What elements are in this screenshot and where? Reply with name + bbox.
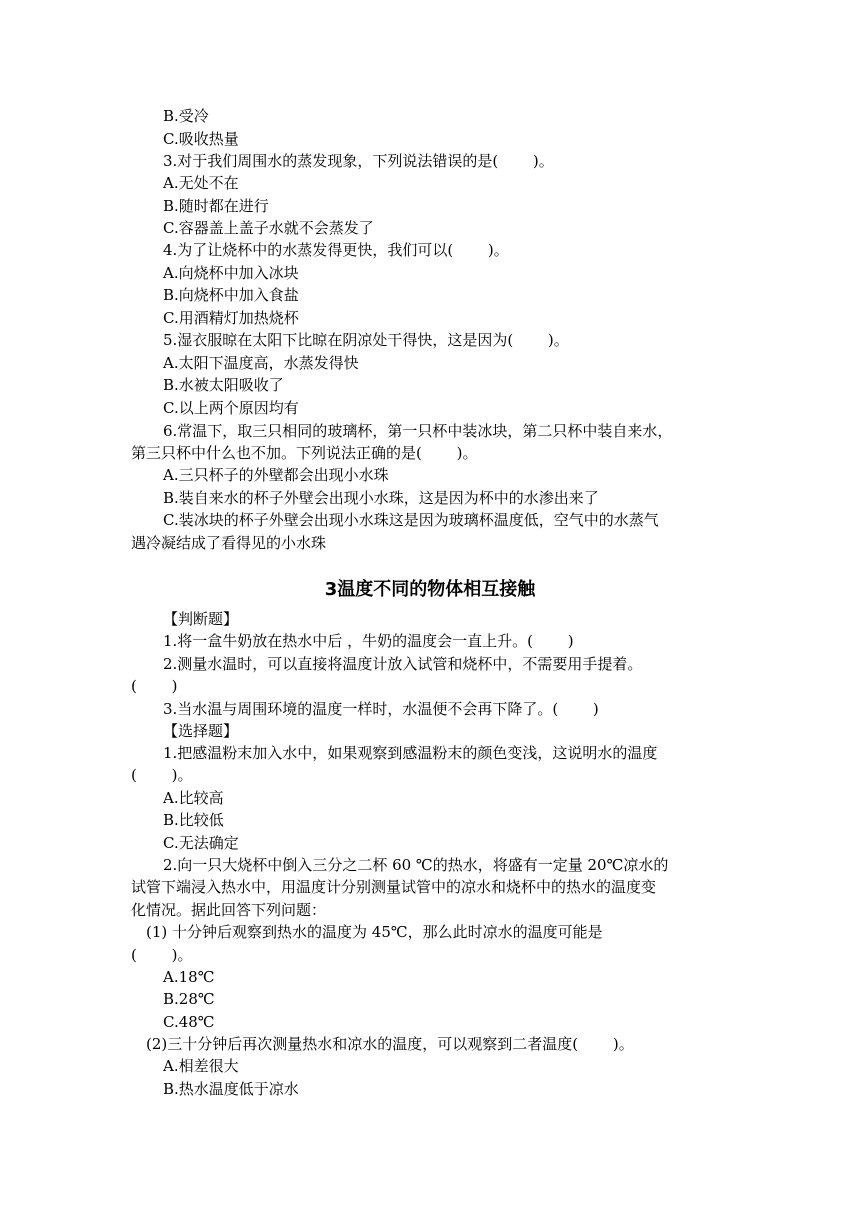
option-c: C.装冰块的杯子外壁会出现小水珠这是因为玻璃杯温度低，空气中的水蒸气 [163, 511, 659, 529]
choice-question-2-cont: 化情况。据此回答下列问题： [131, 901, 327, 919]
question-5: 5.湿衣服晾在太阳下比晾在阴凉处干得快，这是因为( )。 [163, 331, 569, 349]
option-b: B.装自来水的杯子外壁会出现小水珠，这是因为杯中的水渗出来了 [163, 489, 599, 507]
option-a: A.相差很大 [163, 1057, 239, 1075]
sub-question-2: (2)三十分钟后再次测量热水和凉水的温度，可以观察到二者温度( )。 [146, 1035, 634, 1053]
option-b-cold: B.受冷 [163, 107, 209, 125]
choice-question-2-cont: 试管下端浸入热水中，用温度计分别测量试管中的凉水和烧杯中的热水的温度变 [131, 878, 657, 896]
option-b: B.28℃ [163, 990, 215, 1008]
option-b: B.热水温度低于凉水 [163, 1080, 299, 1098]
choice-question-1-blank: ( )。 [131, 766, 193, 784]
option-a: A.三只杯子的外壁都会出现小水珠 [163, 466, 389, 484]
option-b: B.随时都在进行 [163, 197, 269, 215]
option-c: C.用酒精灯加热烧杯 [163, 309, 299, 327]
option-c: C.容器盖上盖子水就不会蒸发了 [163, 219, 374, 237]
option-b: B.向烧杯中加入食盐 [163, 286, 299, 304]
option-a: A.18℃ [163, 968, 215, 986]
option-c: C.48℃ [163, 1013, 215, 1031]
sub-question-1-blank: ( )。 [131, 946, 193, 964]
section-title: 3温度不同的物体相互接触 [324, 579, 536, 600]
option-c: C.无法确定 [163, 834, 239, 852]
question-3: 3.对于我们周围水的蒸发现象，下列说法错误的是( )。 [163, 152, 554, 170]
option-c: C.以上两个原因均有 [163, 399, 299, 417]
choice-question-1: 1.把感温粉末加入水中，如果观察到感温粉末的颜色变浅，这说明水的温度 [163, 744, 658, 762]
option-c-absorb-heat: C.吸收热量 [163, 130, 239, 148]
option-a: A.无处不在 [163, 174, 239, 192]
tf-question-2: 2.测量水温时，可以直接将温度计放入试管和烧杯中，不需要用手提着。 [163, 655, 643, 673]
sub-question-1: (1) 十分钟后观察到热水的温度为 45℃，那么此时凉水的温度可能是 [146, 923, 603, 941]
option-a: A.向烧杯中加入冰块 [163, 264, 299, 282]
option-b: B.比较低 [163, 811, 224, 829]
question-6-cont: 第三只杯中什么也不加。下列说法正确的是( )。 [131, 444, 478, 462]
choice-question-2: 2.向一只大烧杯中倒入三分之二杯 60 ℃的热水，将盛有一定量 20℃凉水的 [163, 856, 669, 874]
section-heading-true-false: 【判断题】 [163, 610, 239, 628]
question-4: 4.为了让烧杯中的水蒸发得更快，我们可以( )。 [163, 241, 509, 259]
section-heading-choice: 【选择题】 [163, 722, 239, 740]
option-c-cont: 遇冷凝结成了看得见的小水珠 [131, 534, 327, 552]
question-6: 6.常温下，取三只相同的玻璃杯，第一只杯中装冰块，第二只杯中装自来水， [163, 422, 673, 440]
option-a: A.太阳下温度高，水蒸发得快 [163, 354, 359, 372]
tf-question-2-blank: ( ) [131, 677, 178, 695]
tf-question-3: 3.当水温与周围环境的温度一样时，水温便不会再下降了。( ) [163, 700, 599, 718]
tf-question-1: 1.将一盒牛奶放在热水中后 ，牛奶的温度会一直上升。( ) [163, 632, 574, 650]
option-b: B.水被太阳吸收了 [163, 376, 284, 394]
option-a: A.比较高 [163, 789, 224, 807]
